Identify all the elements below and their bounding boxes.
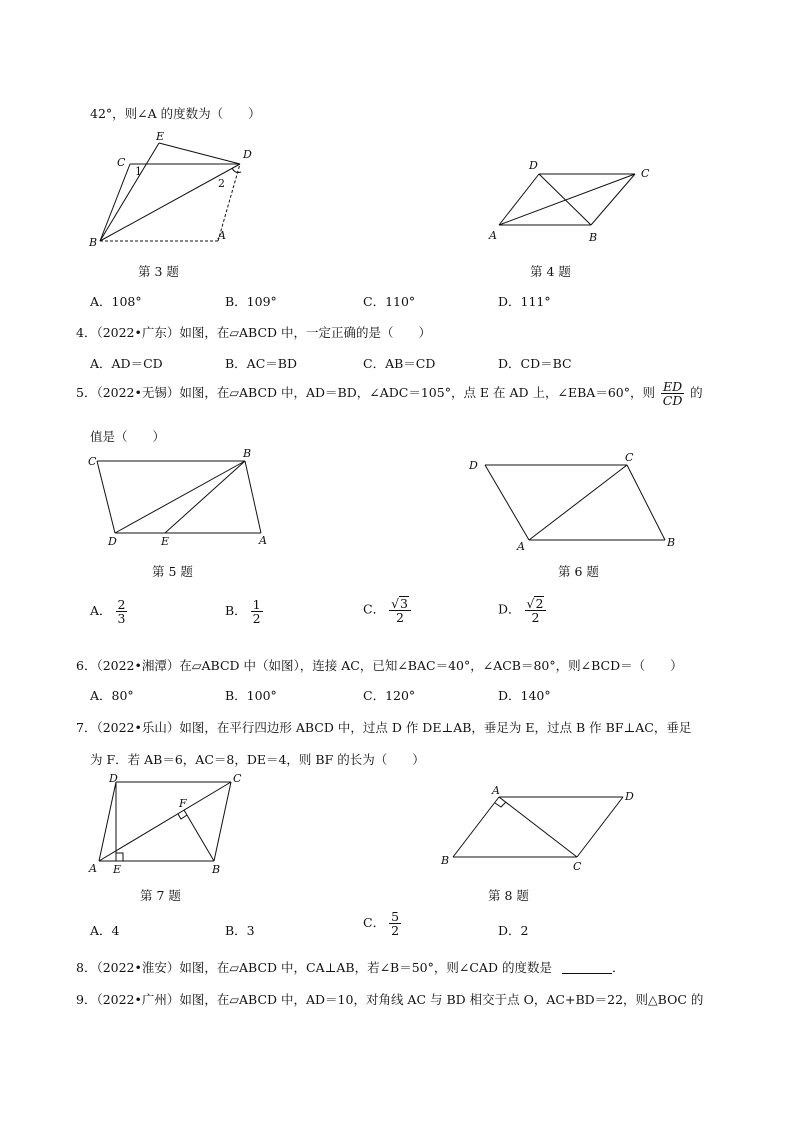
- q8-stem: [76, 958, 624, 976]
- q3-option-d[interactable]: D．111°: [498, 294, 551, 309]
- q9-stem: 9．（2022•广州）如图，在▱ABCD 中，AD＝10，对角线 AC 与 BD 相交于点 O，AC+BD＝22，则△BOC 的: [76, 992, 704, 1007]
- q5-stem: [76, 380, 703, 407]
- q4-option-d[interactable]: D．CD＝BC: [498, 356, 572, 371]
- q4-stem: 4．（2022•广东）如图，在▱ABCD 中，一定正确的是（ ）: [76, 325, 432, 340]
- q5-option-d-frac: [525, 596, 547, 624]
- fig3-label-A: A: [218, 229, 226, 242]
- fig6-label-A: A: [517, 540, 525, 552]
- q5-option-a-letter: A．: [90, 603, 112, 619]
- fig5-label-A: A: [259, 534, 267, 547]
- q5-stem-text: 5．（2022•无锡）如图，在▱ABCD 中，AD＝BD，∠ADC＝105°，点 E 在 AD 上，∠EBA＝60°，则: [76, 385, 655, 401]
- fig7-label-B: B: [212, 863, 221, 876]
- q5-option-c-frac: [389, 596, 411, 624]
- fig8-label-B: B: [441, 854, 450, 867]
- q5-fraction-den: CD: [662, 393, 683, 409]
- q5-option-b[interactable]: [225, 598, 263, 625]
- q4-option-c[interactable]: C．AB＝CD: [363, 356, 436, 371]
- caption-q7: 第 7 题: [140, 888, 181, 903]
- fig5-label-C: C: [88, 455, 97, 468]
- q5-option-a-den: 3: [117, 611, 126, 627]
- q5-option-d-num: √ 2: [525, 596, 547, 611]
- fig4-label-C: C: [641, 167, 650, 180]
- q5-option-d[interactable]: [498, 596, 546, 624]
- q3-option-b[interactable]: B．109°: [225, 294, 277, 309]
- q7-option-c[interactable]: [363, 910, 401, 937]
- fig8-label-D: D: [625, 790, 634, 803]
- fig7-label-E: E: [113, 863, 122, 876]
- fig6-label-C: C: [625, 452, 634, 464]
- q8-stem-end: ．: [611, 960, 625, 975]
- q4-option-b[interactable]: B．AC＝BD: [225, 356, 297, 371]
- caption-q3: 第 3 题: [138, 264, 179, 279]
- q4-option-a[interactable]: A．AD＝CD: [90, 356, 163, 371]
- fig7-label-C: C: [233, 772, 242, 785]
- fig7-label-F: F: [179, 797, 187, 810]
- q3-option-a[interactable]: A．108°: [90, 294, 142, 309]
- q7-option-c-frac: [389, 910, 401, 937]
- figure-q4: [485, 155, 660, 245]
- q7-option-a[interactable]: A．4: [90, 923, 120, 938]
- fig3-label-2: 2: [218, 177, 225, 190]
- fig8-label-C: C: [573, 860, 582, 873]
- figure-q7: [85, 772, 250, 877]
- q5-option-d-den: 2: [531, 610, 540, 626]
- fig6-label-B: B: [667, 536, 676, 549]
- q8-answer-blank[interactable]: [562, 961, 612, 974]
- q7-option-c-num: 5: [391, 909, 400, 924]
- fig3-label-C: C: [117, 156, 126, 169]
- q6-option-d[interactable]: D．140°: [498, 688, 551, 703]
- q3-stem-tail: 42°，则∠A 的度数为（ ）: [90, 106, 261, 121]
- fig7-label-D: D: [109, 772, 118, 785]
- q5-option-b-num: 1: [252, 597, 261, 612]
- q6-option-c[interactable]: C．120°: [363, 688, 416, 703]
- q7-option-c-letter: C．: [363, 915, 386, 931]
- fig3-label-1: 1: [135, 165, 142, 178]
- fig5-label-B: B: [243, 448, 252, 460]
- q5-option-b-den: 2: [252, 611, 261, 627]
- q6-option-b[interactable]: B．100°: [225, 688, 277, 703]
- q6-option-a[interactable]: A．80°: [90, 688, 134, 703]
- q7-stem-1: 7．（2022•乐山）如图，在平行四边形 ABCD 中，过点 D 作 DE⊥AB，垂足为 E，过点 B 作 BF⊥AC，垂足: [76, 720, 692, 735]
- q5-option-d-letter: D．: [498, 601, 521, 617]
- q7-stem-2: 为 F．若 AB＝6，AC＝8，DE＝4，则 BF 的长为（ ）: [90, 752, 425, 767]
- caption-q5: 第 5 题: [152, 564, 193, 579]
- q5-stem-2: 值是（ ）: [90, 429, 166, 444]
- fig7-label-A: A: [89, 862, 97, 875]
- q7-option-c-den: 2: [391, 923, 400, 939]
- fig4-label-A: A: [489, 229, 497, 242]
- fig5-label-D: D: [108, 535, 117, 548]
- fig3-label-D: D: [243, 148, 252, 161]
- fig6-label-D: D: [469, 459, 478, 472]
- q5-option-a-num: 2: [117, 597, 126, 612]
- q6-stem: 6．（2022•湘潭）在▱ABCD 中（如图），连接 AC，已知∠BAC＝40°，∠ACB＝80°，则∠BCD＝（ ）: [76, 658, 683, 673]
- fig4-label-D: D: [529, 159, 538, 172]
- caption-q8: 第 8 题: [488, 888, 529, 903]
- q8-stem-text: 8．（2022•淮安）如图，在▱ABCD 中，CA⊥AB，若∠B＝50°，则∠CAD 的度数是: [76, 960, 552, 975]
- q5-option-b-frac: [251, 598, 263, 625]
- caption-q6: 第 6 题: [558, 564, 599, 579]
- figure-q5: [85, 448, 275, 548]
- fig4-label-B: B: [589, 231, 598, 244]
- q5-fraction-num: ED: [662, 379, 683, 394]
- caption-q4: 第 4 题: [530, 264, 571, 279]
- fig5-label-E: E: [161, 535, 170, 548]
- q5-option-c[interactable]: [363, 596, 411, 624]
- q5-option-c-den: 2: [396, 610, 404, 626]
- figure-q6: [465, 452, 685, 552]
- q5-stem-end: 的: [690, 385, 703, 401]
- fig3-label-E: E: [156, 130, 165, 143]
- q3-option-c[interactable]: C．110°: [363, 294, 416, 309]
- figure-q3: [85, 128, 260, 248]
- q5-option-d-radicand: 2: [535, 596, 544, 611]
- figure-q8: [435, 780, 645, 875]
- q5-option-c-radicand: 3: [400, 596, 408, 611]
- q5-option-b-letter: B．: [225, 603, 247, 619]
- q7-option-b[interactable]: B．3: [225, 923, 255, 938]
- q5-option-c-letter: C．: [363, 601, 386, 617]
- q5-option-a-frac: [116, 598, 128, 625]
- fig8-label-A: A: [492, 784, 500, 797]
- q5-fraction: [661, 380, 684, 407]
- q7-option-d[interactable]: D．2: [498, 923, 529, 938]
- q5-option-c-num: √ 3: [389, 596, 411, 611]
- fig3-label-B: B: [89, 236, 98, 248]
- q5-option-a[interactable]: [90, 598, 127, 625]
